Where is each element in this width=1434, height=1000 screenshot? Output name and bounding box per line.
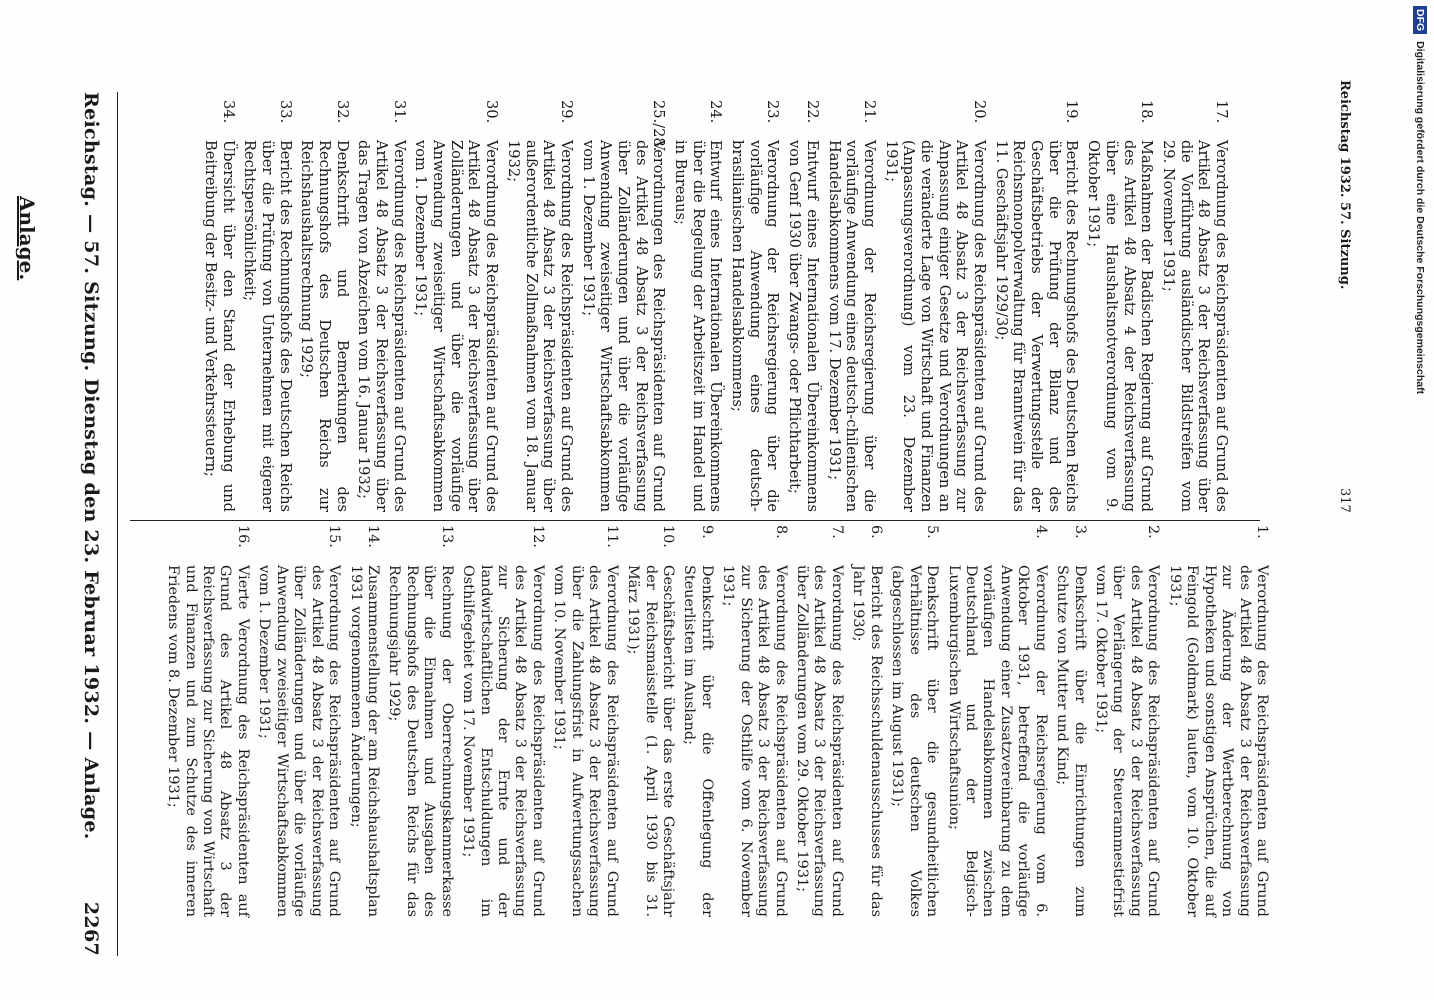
list-item	[579, 100, 667, 512]
item-text: Rechnung der Oberrechnungskammerkasse über die Einnahmen und Ausgaben des Rechnungshofs des Deutschen Reichs für das Rechnungsjahr 1929;	[386, 565, 455, 917]
list-item	[671, 100, 724, 512]
item-text: Verordnung des Reichspräsidenten auf Grund des Artikel 48 Absatz 3 der Reichsverfassung über außerordentliche Zollmaßnahmen vom 18. Januar 1932;	[504, 140, 575, 512]
item-number: 25./28.	[650, 100, 668, 152]
item-text: Verordnung des Reichspräsidenten auf Grund des Artikel 48 Absatz 3 der Reichsverfassung über Zolländerungen und über die vorläufige Anwendung zweiseitiger Wirtschaftsabkommen vom 1. Dezember 1931;	[256, 565, 343, 917]
dfg-stamp	[1408, 6, 1432, 994]
item-number: 13.	[438, 525, 455, 548]
list-item	[680, 525, 715, 917]
list-item	[1165, 525, 1270, 917]
list-item	[624, 525, 676, 917]
item-text: Verordnung des Reichspräsidenten auf Grund des Artikel 48 Absatz 3 der Reichsverfassung zur Sicherung der Ernte und der landwirtschaftlichen Entschuldungen im Osthilfegebiet vom 17. November 1931;	[460, 565, 546, 917]
item-number: 8.	[772, 525, 789, 539]
item-number: 1.	[1254, 525, 1270, 539]
item-text: Geschäftsbericht über das erste Geschäftsjahr der Reichsmaisstelle (1. April 1930 bis 31. März 1931);	[625, 565, 676, 917]
list-item	[728, 100, 781, 512]
dfg-logo: DFG	[1413, 6, 1427, 34]
item-number: 31.	[390, 100, 408, 124]
item-number: 2.	[1145, 525, 1162, 539]
item-number: 20.	[971, 100, 989, 124]
list-item	[1053, 525, 1088, 917]
item-text: Denkschrift über die Offenlegung der Steuerlisten im Ausland;	[681, 565, 715, 917]
list-item	[1092, 525, 1162, 917]
item-text: Verordnung des Reichspräsidenten auf Grund des Artikel 48 Absatz 3 der Reichsverfassung über die Vorführung ausländischer Bildstreifen vom 29. November 1931;	[1159, 140, 1230, 512]
item-text: Verordnung des Reichspräsidenten auf Grund des Artikel 48 Absatz 3 der Reichsverfassung über das Tragen von Abzeichen vom 16. Januar 1932;	[355, 140, 408, 512]
item-number: 33.	[276, 100, 294, 124]
list-item	[201, 100, 236, 512]
item-text: Bericht des Rechnungshofs des Deutschen Reichs über die Prüfung der Bilanz und des Geschäftsbetriebs der Verwertungsstelle der Reichsmonopolverwaltung für Branntwein für das 11. Geschäftsjahr 1929/30;	[992, 140, 1081, 512]
item-text: Entwurf eines Internationalen Übereinkommens über die Regelung der Arbeitszeit im Handel und in Bureaus;	[672, 140, 725, 512]
item-text: Verordnung des Reichspräsidenten auf Grund des Artikel 48 Absatz 3 der Reichsverfassung über Zolländerungen und über die vorläufige Anwendung zweiseitiger Wirtschaftsabkommen vom 1. Dezember 1931;	[412, 140, 501, 512]
item-number: 7.	[828, 525, 845, 539]
item-number: 9.	[698, 525, 715, 539]
list-item	[888, 525, 940, 917]
item-text: Verordnung des Reichspräsidenten auf Grund des Artikel 48 Absatz 3 der Reichsverfassung über Verlängerung der Steuerammestiefrist vom 17. Oktober 1931;	[1093, 565, 1162, 917]
anlage-title: Anlage.	[15, 196, 39, 281]
list-item	[164, 525, 251, 917]
item-number: 4.	[1032, 525, 1049, 539]
header-title: Reichstag. — 57. Sitzung. Dienstag den 23. Februar 1932. — Anlage.	[80, 92, 102, 840]
item-number: 30.	[483, 100, 501, 124]
item-number: 16.	[234, 525, 251, 548]
item-number: 19.	[1063, 100, 1081, 124]
item-text: Entwurf eines Internationalen Übereinkommens von Genf 1930 über Zwangs- oder Pflichtarbeit;	[786, 140, 821, 512]
list-item	[298, 100, 351, 512]
header-rule	[117, 92, 118, 956]
item-text: Bericht des Reichsschuldenausschusses für das Jahr 1930;	[850, 565, 884, 917]
item-number: 14.	[365, 525, 381, 548]
list-item	[412, 100, 500, 512]
item-text: Verordnung der Reichsregierung über die vorläufige Anwendung eines deutsch-brasilianischen Handelsabkommens;	[729, 140, 782, 512]
item-text: Übersicht über den Stand der Erhebung und Beitreibung der Besitz- und Verkehrssteuern;	[201, 140, 237, 512]
list-item	[241, 100, 294, 512]
list-item	[504, 100, 575, 512]
item-text: Zusammenstellung der am Reichshaushaltsplan 1931 vorgenommenen Änderungen;	[347, 565, 381, 917]
rotated-document-page	[15, 0, 1400, 1000]
item-text: Maßnahmen der Badischen Regierung auf Grund des Artikel 48 Absatz 4 der Reichsverfassung über eine Haushaltsnotverordnung vom 9. Oktober 1931;	[1085, 140, 1156, 512]
item-number: 34.	[219, 100, 237, 124]
list-item	[849, 525, 884, 917]
item-text: Bericht des Rechnungshofs des Deutschen Reichs über die Prüfung von Unternehmen mit eigener Rechtspersönlichkeit;	[241, 140, 294, 512]
item-number: 32.	[333, 100, 351, 124]
item-text: Denkschrift über die gesundheitlichen Verhältnisse des deutschen Volkes (abgeschlossen im August 1931);	[889, 565, 941, 917]
page-number: 2267	[80, 901, 102, 956]
item-text: Vierte Verordnung des Reichspräsidenten auf Grund des Artikel 48 Absatz 3 der Reichsverfassung zur Sicherung von Wirtschaft und Finanzen und zum Schutze des inneren Friedens vom 8. Dezember 1931;	[165, 565, 251, 917]
list-item	[459, 525, 546, 917]
item-text: Verordnung des Reichspräsidenten auf Grund des Artikel 48 Absatz 3 der Reichsverfassung zur Anpassung einiger Gesetze und Verordnungen an die veränderte Lage von Wirtschaft und Finanzen (Anpassungsverordnung) vom 23. Dezember 1931;	[882, 140, 989, 512]
item-text: Verordnung der Reichsregierung über die vorläufige Anwendung eines deutsch-chilenischen Handelsabkommens vom 17. Dezember 1931;	[825, 140, 878, 512]
item-text: Verordnung der Reichsregierung vom 6. Oktober 1931, betreffend die vorläufige Anwendung einer Zusatzvereinbarung zu dem vorläufigen Handelsabkommen zwischen Deutschland und der Belgisch-Luxemburgischen Wirtschaftsunion;	[945, 565, 1049, 917]
item-number: 24.	[707, 100, 725, 124]
item-number: 6.	[867, 525, 884, 539]
item-text: Verordnung des Reichspräsidenten auf Grund des Artikel 48 Absatz 3 der Reichsverfassung über die Zahlungsfrist in Aufwertungssachen vom 10. November 1931;	[551, 565, 620, 917]
list-item	[719, 525, 789, 917]
left-column	[160, 525, 1270, 917]
running-header	[64, 92, 108, 956]
item-number: 5.	[924, 525, 941, 539]
item-number: 17.	[1213, 100, 1230, 124]
item-number: 3.	[1071, 525, 1088, 539]
item-text: Verordnung des Reichspräsidenten auf Grund des Artikel 48 Absatz 3 der Reichsverfassung über Zolländerungen vom 29. Oktober 1931;	[794, 565, 845, 917]
item-text: Verordnungen des Reichspräsidenten auf Grund des Artikel 48 Absatz 3 der Reichsverfassung über Zolländerungen und über die vorläufige Anwendung zweiseitiger Wirtschaftsabkommen vom 1. Dezember 1931;	[579, 140, 668, 512]
list-item	[786, 100, 821, 512]
item-number: 23.	[764, 100, 782, 124]
list-item	[825, 100, 878, 512]
item-text: Denkschrift und Bemerkungen des Rechnungshofs des Deutschen Reichs zur Reichshaushaltsrechnung 1929;	[298, 140, 351, 512]
column-divider	[130, 520, 1260, 521]
list-item	[944, 525, 1049, 917]
dfg-stamp-text: Digitalisierung gefördert durch die Deutsche Forschungsgemeinschaft	[1414, 41, 1426, 395]
item-number: 12.	[529, 525, 546, 548]
item-number: 15.	[326, 525, 343, 548]
item-text: Verordnung des Reichspräsidenten auf Grund des Artikel 48 Absatz 3 der Reichsverfassung zur Sicherung der Osthilfe vom 6. November 1931;	[720, 565, 789, 917]
list-item	[385, 525, 455, 917]
list-item	[793, 525, 845, 917]
list-item	[992, 100, 1080, 512]
list-item	[1085, 100, 1156, 512]
item-number: 18.	[1138, 100, 1156, 124]
list-item	[346, 525, 381, 917]
footer-note: Reichstag 1932. 57. Sitzung.	[1337, 80, 1352, 290]
list-item	[255, 525, 342, 917]
item-number: 22.	[803, 100, 821, 124]
list-item	[355, 100, 408, 512]
signature-mark: 317	[1337, 488, 1352, 513]
item-number: 11.	[603, 525, 620, 548]
item-text: Verordnung des Reichspräsidenten auf Grund des Artikel 48 Absatz 3 der Reichsverfassung zur Änderung der Wertberechnung von Hypotheken und sonstigen Ansprüchen, die auf Feingold (Goldmark) lauten, vom 10. Oktober 1931;	[1166, 565, 1270, 917]
item-number: 21.	[860, 100, 878, 124]
list-item	[550, 525, 620, 917]
list-item	[1159, 100, 1230, 512]
list-item	[882, 100, 988, 512]
item-number: 29.	[557, 100, 575, 124]
item-number: 10.	[660, 525, 676, 548]
item-text: Denkschrift über die Einrichtungen zum Schutze von Mutter und Kind;	[1054, 565, 1088, 917]
